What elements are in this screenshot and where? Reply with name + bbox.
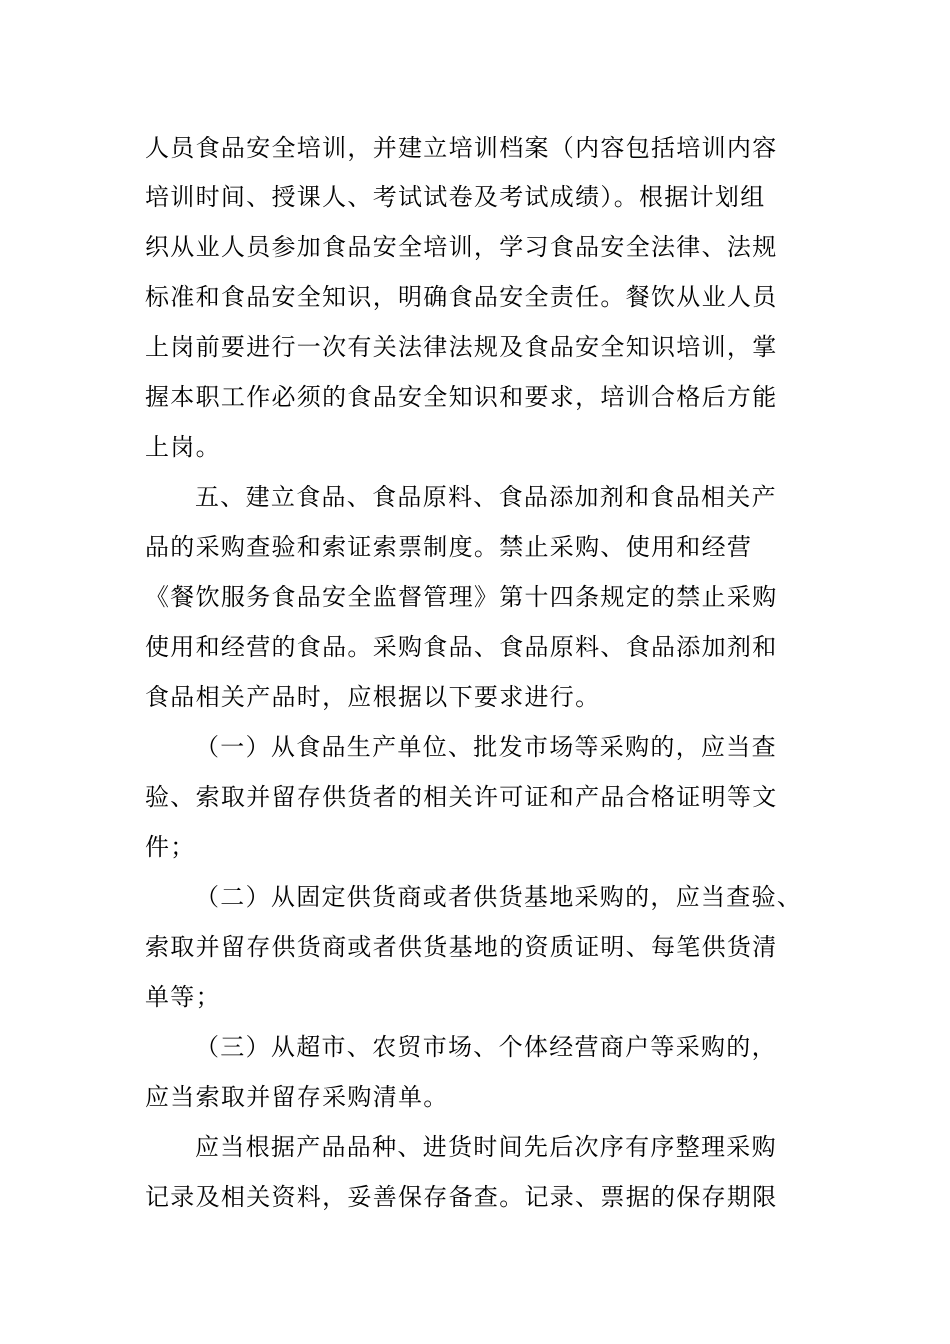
paragraph-heading: 五、建立食品、食品原料、食品添加剂和食品相关产 [195,483,777,511]
text-line: 应当索取并留存采购清单。 [145,1083,449,1111]
text-line: 培训时间、授课人、考试试卷及考试成绩）。根据计划组 [145,183,766,211]
text-line: 握本职工作必须的食品安全知识和要求，培训合格后方能 [145,383,778,411]
text-line: 使用和经营的食品。采购食品、食品原料、食品添加剂和 [145,633,778,661]
text-line: 人员食品安全培训，并建立培训档案（内容包括培训内容 [145,134,778,162]
list-item-1: （一）从食品生产单位、批发市场等采购的，应当查 [195,733,777,761]
text-line: 食品相关产品时，应根据以下要求进行。 [145,683,601,711]
text-line: 记录及相关资料，妥善保存备查。记录、票据的保存期限 [145,1183,778,1211]
text-line: 织从业人员参加食品安全培训，学习食品安全法律、法规 [145,233,778,261]
text-line: 索取并留存供货商或者供货基地的资质证明、每笔供货清 [145,933,778,961]
text-line: 单等； [145,983,221,1011]
text-line: 验、索取并留存供货者的相关许可证和产品合格证明等文 [145,783,778,811]
list-item-3: （三）从超市、农贸市场、个体经营商户等采购的， [195,1033,777,1061]
text-line: 件； [145,833,196,861]
text-line: 上岗前要进行一次有关法律法规及食品安全知识培训，掌 [145,333,778,361]
text-line: 上岗。 [145,433,221,461]
text-line: 品的采购查验和索证索票制度。禁止采购、使用和经营 [145,533,753,561]
text-line: 《餐饮服务食品安全监督管理》第十四条规定的禁止采购 [145,583,778,611]
text-line: 标准和食品安全知识，明确食品安全责任。餐饮从业人员 [145,283,778,311]
list-item-2: （二）从固定供货商或者供货基地采购的，应当查验、 [195,883,803,911]
paragraph-start: 应当根据产品品种、进货时间先后次序有序整理采购 [195,1133,777,1161]
